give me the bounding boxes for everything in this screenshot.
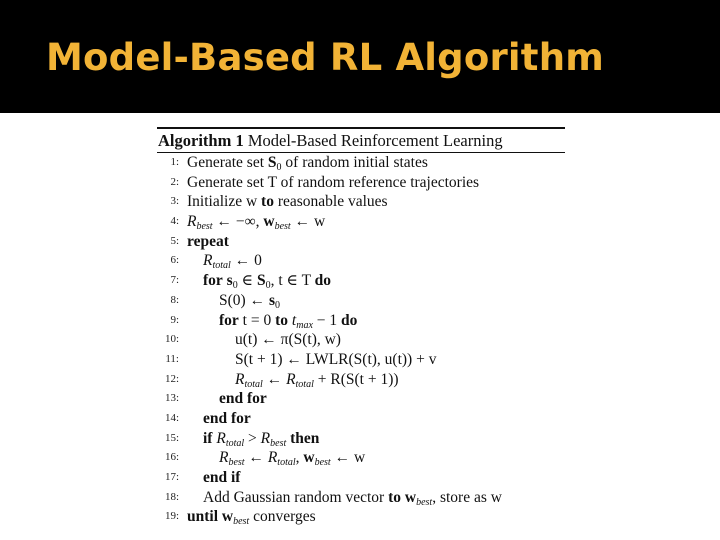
- line-number: 18:: [164, 490, 179, 503]
- line-number: 1:: [170, 156, 179, 168]
- algorithm-line: [157, 173, 565, 193]
- algorithm-line: [157, 232, 565, 252]
- line-code: $R_{best}$ ← −∞, $w_{best}$ ← w: [187, 213, 326, 233]
- line-code: end for: [219, 390, 267, 408]
- line-number: 5:: [170, 234, 179, 247]
- line-code: repeat: [187, 232, 229, 250]
- line-number: 2:: [170, 175, 179, 188]
- line-number: 12:: [164, 372, 179, 385]
- line-code: until $w_{best}$ converges: [187, 508, 316, 528]
- line-number: 6:: [170, 254, 179, 267]
- algorithm-header: [157, 129, 565, 152]
- line-code: Generate set $S_0$ of random initial states: [187, 154, 428, 173]
- line-code: for t = 0 to $t_{max} - 1$ do: [219, 311, 358, 331]
- algorithm-line: [157, 488, 565, 508]
- algorithm-line: [157, 409, 565, 429]
- line-number: 16:: [164, 451, 179, 464]
- line-number: 7:: [170, 274, 179, 287]
- algorithm-line: [157, 350, 565, 370]
- line-number: 3:: [170, 195, 179, 208]
- algorithm-line: [157, 330, 565, 350]
- algorithm-line: [157, 507, 565, 527]
- algorithm-label: Algorithm 1: [158, 131, 244, 150]
- line-code: $R_{total}$ ← 0: [203, 252, 262, 272]
- algorithm-line: [157, 389, 565, 409]
- algorithm-line: [157, 291, 565, 311]
- line-code: end if: [203, 469, 241, 486]
- algorithm-line: [157, 212, 565, 232]
- algorithm-line: [157, 153, 565, 173]
- slide-title: Model-Based RL Algorithm: [46, 36, 604, 79]
- line-number: 10:: [164, 333, 179, 346]
- line-number: 19:: [164, 510, 179, 523]
- algorithm-line: [157, 311, 565, 331]
- line-code: $R_{total}$ ← $R_{total} + R(S(t + 1))$: [235, 370, 399, 390]
- algorithm-line: [157, 192, 565, 212]
- algorithm-line: [157, 448, 565, 468]
- algorithm-line: [157, 251, 565, 271]
- line-code: Generate set T of random reference trajectories: [187, 173, 480, 191]
- algorithm-line: [157, 468, 565, 488]
- line-number: 11:: [165, 352, 179, 365]
- algorithm-box: [157, 127, 565, 527]
- line-number: 4:: [170, 215, 179, 228]
- line-code: u(t) ← π(S(t), w): [235, 331, 341, 349]
- line-number: 9:: [170, 313, 179, 326]
- algorithm-line: [157, 370, 565, 390]
- line-code: $R_{best}$ ← $R_{total}$, $w_{best}$ ← w: [219, 449, 366, 469]
- algorithm-line: [157, 429, 565, 449]
- line-code: S(t + 1) ← LWLR(S(t), u(t)) + v: [235, 350, 437, 368]
- line-number: 14:: [164, 411, 179, 424]
- line-number: 8:: [170, 293, 179, 306]
- line-code: Initialize w to reasonable values: [187, 193, 388, 211]
- line-code: if $R_{total} > R_{best}$ then: [203, 429, 320, 449]
- line-number: 13:: [164, 392, 179, 405]
- algorithm-name: Model-Based Reinforcement Learning: [247, 131, 503, 150]
- title-bar: [0, 0, 720, 113]
- algorithm-line: [157, 271, 565, 291]
- line-number: 15:: [164, 431, 179, 444]
- line-code: for $s_0$ ∈ $S_0$, t ∈ T do: [203, 272, 332, 292]
- line-code: S(0) ← $s_0$: [219, 291, 280, 311]
- line-number: 17:: [164, 471, 179, 483]
- line-code: Add Gaussian random vector to $w_{best}$, store as w: [203, 488, 502, 508]
- line-code: end for: [203, 409, 251, 427]
- algorithm-lines: [157, 153, 565, 527]
